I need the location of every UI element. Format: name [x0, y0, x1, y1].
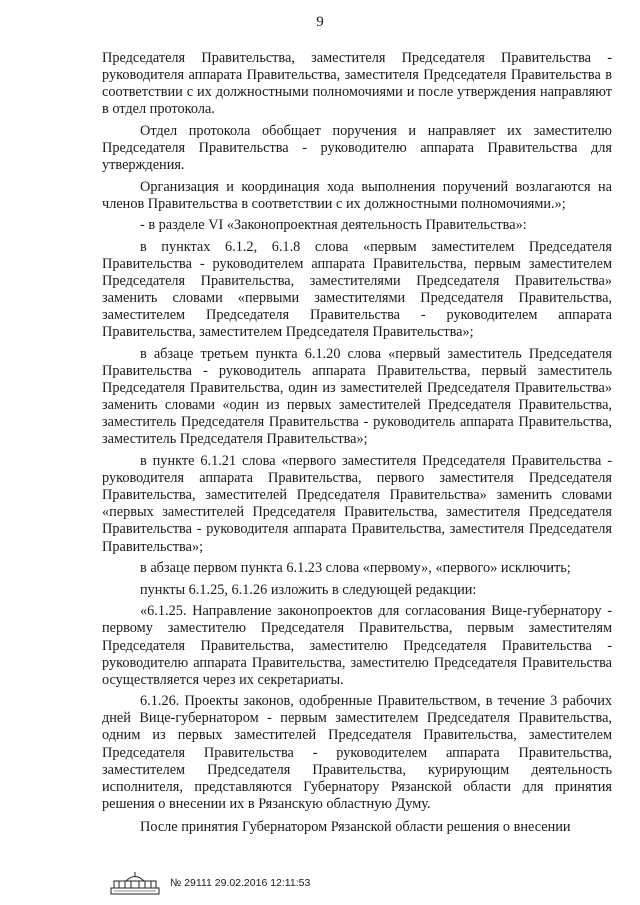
- paragraph: в пунктах 6.1.2, 6.1.8 слова «первым заместителем Председателя Правительства - руководителем аппарата Правительства, первым заместителем Председателя Правительства, заместителями Председателя Правительства» заменить словами «первыми заместителями Председателя Правительства, заместителем Председателя Правительства - руководителем аппарата Правительства, заместителем Председателя Правительства»;: [102, 238, 612, 341]
- paragraph: - в разделе VI «Законопроектная деятельность Правительства»:: [140, 217, 527, 234]
- paragraph: Председателя Правительства, заместителя Председателя Правительства - руководителя аппарата Правительства, заместителя Председателя Правительства в соответствии с их должностными полномочиями и после утверждения направляют в отдел протокола.: [102, 50, 612, 118]
- paragraph: Отдел протокола обобщает поручения и направляет их заместителю Председателя Правительства - руководителю аппарата Правительства для утверждения.: [102, 122, 612, 174]
- page-footer: [110, 871, 310, 895]
- page-number: 9: [316, 14, 324, 30]
- paragraph: в пункте 6.1.21 слова «первого заместителя Председателя Правительства - руководителя аппарата Правительства, первого заместителя Председателя Правительства, заместителей Председателя Правительства» заменить словами «первых заместителей Председателя Правительства, заместителя Председателя Правительства - руководителя аппарата Правительства, заместителя Председателя Правительства»;: [102, 453, 612, 555]
- paragraph: пункты 6.1.25, 6.1.26 изложить в следующей редакции:: [140, 581, 477, 598]
- government-emblem-icon: [110, 871, 160, 895]
- paragraph: Организация и координация хода выполнения поручений возлагаются на членов Правительства в соответствии с их должностными полномочиями.»;: [102, 178, 612, 212]
- paragraph: «6.1.25. Направление законопроектов для согласования Вице-губернатору - первому заместителю Председателя Правительства, первым заместителям Председателя Правительства, заместителю Председателя Правительства - руководителю аппарата Правительства, заместителю Председателя Правительства осуществляется через их секретариаты.: [102, 603, 612, 688]
- paragraph: После принятия Губернатором Рязанской области решения о внесении: [140, 818, 571, 835]
- paragraph: в абзаце первом пункта 6.1.23 слова «первому», «первого» исключить;: [140, 560, 571, 577]
- document-stamp: № 29111 29.02.2016 12:11:53: [170, 877, 311, 889]
- document-body: [102, 50, 612, 841]
- paragraph: в абзаце третьем пункта 6.1.20 слова «первый заместитель Председателя Правительства - руководитель аппарата Правительства, первый заместитель Председателя Правительства, один из заместителей Председателя Правительства» заменить словами «один из первых заместителей Председателя Правительства, заместитель Председателя Правительства - руководитель аппарата Правительства, заместитель Председателя Правительства»;: [102, 346, 612, 448]
- paragraph: 6.1.26. Проекты законов, одобренные Правительством, в течение 3 рабочих дней Вице-губернатором - первым заместителем Председателя Правительства, одним из первых заместителей Председателя Правительства, заместителем Председателя Правительства - руководителем аппарата Правительства, заместителем Председателя Правительства, курирующим деятельность исполнителя, представляются Губернатору Рязанской области для принятия решения о внесении их в Рязанскую областную Думу.: [102, 693, 612, 812]
